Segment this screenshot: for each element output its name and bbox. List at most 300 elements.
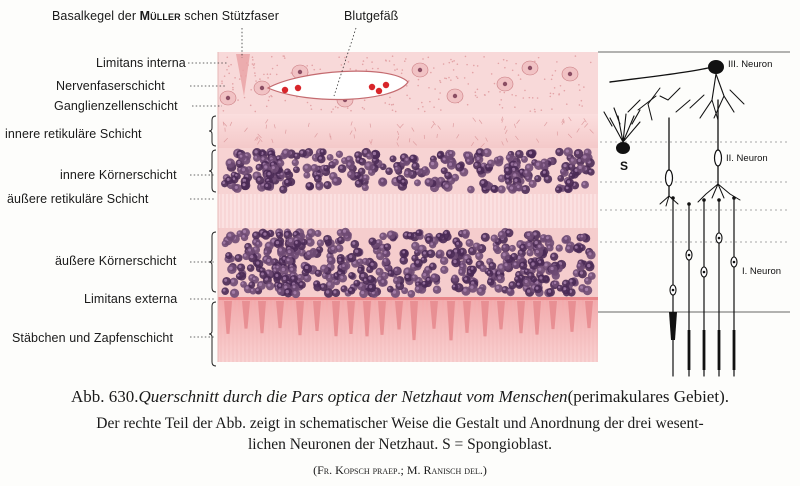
outer-nuclear-nucleus-highlight (499, 265, 502, 268)
inner-nuclear-nucleus-highlight (293, 160, 296, 163)
outer-nuclear-nucleus-highlight (316, 231, 318, 233)
outer-nuclear-nucleus-highlight (295, 241, 298, 244)
inner-nuclear-nucleus-highlight (467, 159, 470, 162)
fiber-dot (444, 77, 446, 79)
outer-nuclear-nucleus-highlight (546, 236, 549, 239)
fiber-dot (500, 99, 502, 101)
outer-nuclear-nucleus-highlight (548, 290, 551, 293)
outer-nuclear-nucleus-highlight (488, 259, 491, 262)
caption-number: Abb. 630. (71, 387, 139, 406)
outer-nuclear-nucleus-highlight (248, 249, 251, 252)
inner-nuclear-nucleus-highlight (517, 152, 520, 155)
outer-nuclear-nucleus-highlight (325, 237, 328, 240)
outer-nuclear-nucleus-highlight (557, 246, 560, 249)
fiber-dot (226, 69, 228, 71)
inner-nuclear-nucleus-highlight (257, 165, 260, 168)
fiber-dot (402, 69, 404, 71)
caption-qualifier: (perimakulares Gebiet). (567, 387, 729, 406)
outer-nuclear-nucleus-highlight (244, 254, 247, 257)
brace-inner-nuclear (209, 150, 216, 192)
outer-nuclear-nucleus-highlight (241, 282, 243, 284)
inner-nuclear-nucleus-highlight (285, 170, 287, 172)
outer-nuclear-nucleus-highlight (256, 261, 259, 264)
fiber-dot (253, 67, 255, 69)
fiber-dot (578, 84, 580, 86)
fiber-dot (350, 110, 352, 112)
inner-nuclear-nucleus-highlight (277, 156, 280, 159)
inner-nuclear-nucleus (327, 154, 334, 161)
outer-nuclear-nucleus (557, 285, 564, 292)
fiber-dot (406, 95, 408, 97)
inner-nuclear-nucleus-highlight (478, 150, 481, 153)
outer-nuclear-nucleus (479, 265, 486, 272)
outer-nuclear-nucleus-highlight (423, 252, 426, 255)
label-aeussere-retikulaere: äußere retikuläre Schicht (7, 192, 149, 206)
inner-nuclear-nucleus (332, 159, 339, 166)
fiber-dot (335, 106, 337, 108)
inner-nuclear-nucleus-highlight (364, 176, 367, 179)
fiber-dot (392, 109, 394, 111)
inner-nuclear-nucleus-highlight (466, 153, 469, 156)
outer-nuclear-nucleus-highlight (275, 274, 278, 277)
outer-nuclear-nucleus (294, 240, 302, 248)
outer-nuclear-nucleus-highlight (248, 266, 251, 269)
inner-nuclear-nucleus-highlight (499, 176, 502, 179)
fiber-dot (498, 63, 500, 65)
fiber-dot (443, 63, 445, 65)
neuron-process (660, 196, 678, 206)
outer-nuclear-nucleus (348, 272, 355, 279)
fiber-dot (538, 57, 540, 59)
outer-nuclear-nucleus-highlight (349, 288, 352, 291)
outer-nuclear-nucleus (401, 249, 408, 256)
fiber-dot (514, 106, 516, 108)
outer-nuclear-nucleus-highlight (253, 240, 256, 243)
fiber-dot (283, 55, 285, 57)
outer-nuclear-nucleus-highlight (499, 232, 502, 235)
outer-nuclear-nucleus-highlight (409, 292, 412, 295)
inner-nuclear-nucleus (238, 153, 246, 161)
fiber-dot (269, 96, 271, 98)
outer-nuclear-nucleus-highlight (496, 286, 499, 289)
outer-nuclear-nucleus-highlight (527, 233, 530, 236)
outer-nuclear-nucleus-highlight (518, 256, 521, 259)
outer-nuclear-nucleus-highlight (267, 243, 270, 246)
outer-nuclear-nucleus-highlight (261, 273, 264, 276)
fiber-dot (252, 63, 254, 65)
inner-nuclear-nucleus-highlight (305, 166, 308, 169)
first-neuron-terminal (687, 202, 691, 206)
outer-nuclear-nucleus-highlight (467, 260, 469, 262)
outer-nuclear-nucleus-highlight (471, 267, 474, 270)
fiber-dot (473, 65, 475, 67)
ganglion-nucleus (453, 94, 457, 98)
fiber-dot (396, 68, 398, 70)
outer-nuclear-nucleus-highlight (401, 258, 404, 261)
outer-nuclear-nucleus-highlight (580, 286, 583, 289)
inner-nuclear-nucleus-highlight (387, 169, 390, 172)
outer-nuclear-nucleus (463, 276, 471, 284)
outer-nuclear-nucleus-highlight (552, 254, 555, 257)
outer-nuclear-nucleus-highlight (527, 289, 530, 292)
outer-nuclear-nucleus-highlight (507, 230, 510, 233)
label-ganglienzellenschicht: Ganglienzellenschicht (54, 99, 178, 113)
fiber-dot (389, 60, 391, 62)
outer-nuclear-nucleus-highlight (550, 267, 553, 270)
outer-nuclear-nucleus-highlight (505, 263, 508, 266)
inner-nuclear-nucleus-highlight (438, 153, 440, 155)
inner-nuclear-nucleus-highlight (307, 184, 310, 187)
brace-photoreceptor (209, 302, 216, 366)
outer-nuclear-nucleus (546, 244, 553, 251)
ganglion-nucleus (568, 72, 572, 76)
third-neuron-axon (610, 68, 708, 82)
fiber-dot (284, 100, 286, 102)
inner-nuclear-nucleus-highlight (227, 178, 230, 181)
outer-nuclear-nucleus-highlight (231, 280, 234, 283)
inner-nuclear-nucleus-highlight (364, 150, 367, 153)
inner-nuclear-nucleus-highlight (254, 173, 257, 176)
inner-nuclear-nucleus-highlight (369, 170, 372, 173)
fiber-dot (475, 91, 477, 93)
outer-nuclear-nucleus-highlight (498, 276, 501, 279)
inner-nuclear-nucleus-highlight (295, 154, 298, 157)
label-basalkegel-pre: Basalkegel der (52, 9, 140, 23)
fiber-dot (581, 100, 583, 102)
ganglion-nucleus (226, 96, 230, 100)
inner-nuclear-nucleus-highlight (514, 163, 517, 166)
outer-nuclear-nucleus (313, 280, 320, 287)
fiber-dot (272, 68, 274, 70)
label-basalkegel-post: schen Stützfaser (184, 9, 279, 23)
fiber-dot (252, 59, 254, 61)
fiber-dot (221, 82, 223, 84)
inner-nuclear-nucleus-highlight (510, 186, 513, 189)
outer-nuclear-nucleus-highlight (228, 233, 231, 236)
fiber-dot (504, 92, 506, 94)
outer-nuclear-nucleus (429, 263, 437, 271)
outer-nuclear-nucleus-highlight (286, 290, 289, 293)
fiber-dot (389, 97, 391, 99)
outer-nuclear-nucleus-highlight (300, 282, 303, 285)
inner-nuclear-nucleus-highlight (355, 173, 357, 175)
inner-nuclear-nucleus (256, 164, 263, 171)
outer-nuclear-nucleus-highlight (316, 271, 319, 274)
fiber-dot (348, 61, 350, 63)
fiber-dot (254, 111, 256, 113)
outer-nuclear-nucleus-highlight (405, 269, 408, 272)
outer-nuclear-nucleus-highlight (282, 268, 285, 271)
outer-nuclear-nucleus (275, 264, 282, 271)
inner-nuclear-nucleus-highlight (222, 181, 225, 184)
cone-outer-segment (669, 312, 677, 340)
fiber-dot (579, 89, 581, 91)
outer-nuclear-nucleus-highlight (535, 241, 538, 244)
outer-nuclear-nucleus (556, 244, 563, 251)
inner-nuclear-nucleus-highlight (449, 151, 452, 154)
outer-nuclear-nucleus-highlight (276, 241, 279, 244)
outer-nuclear-nucleus-highlight (442, 258, 445, 261)
inner-nuclear-nucleus (390, 155, 397, 162)
outer-nuclear-nucleus (466, 258, 473, 265)
fiber-dot (476, 96, 478, 98)
outer-nuclear-nucleus-highlight (554, 282, 556, 284)
outer-nuclear-nucleus-highlight (564, 281, 567, 284)
fiber-dot (310, 105, 312, 107)
fiber-dot (448, 77, 450, 79)
fiber-dot (232, 83, 234, 85)
outer-nuclear-nucleus (235, 254, 243, 262)
inner-nuclear-nucleus-highlight (367, 154, 369, 156)
neuron-process (730, 90, 744, 104)
outer-nuclear-nucleus-highlight (474, 244, 477, 247)
fiber-dot (422, 106, 424, 108)
fiber-dot (506, 60, 508, 62)
fiber-dot (254, 75, 256, 77)
fiber-dot (467, 104, 469, 106)
outer-nuclear-nucleus-highlight (268, 284, 271, 287)
outer-nuclear-nucleus-highlight (385, 245, 388, 248)
outer-nuclear-nucleus-highlight (389, 271, 391, 273)
outer-nuclear-nucleus (415, 229, 422, 236)
fiber-dot (385, 60, 387, 62)
outer-nuclear-nucleus-highlight (587, 264, 590, 267)
neuron-process (714, 96, 724, 118)
erythrocyte (376, 88, 382, 94)
outer-nuclear-nucleus (537, 259, 545, 267)
label-limitans-externa: Limitans externa (84, 292, 178, 306)
outer-nuclear-nucleus-highlight (238, 231, 240, 233)
inner-nuclear-nucleus-highlight (489, 161, 492, 164)
outer-nuclear-nucleus-highlight (422, 258, 424, 260)
outer-nuclear-nucleus (393, 277, 401, 285)
fiber-dot (465, 56, 467, 58)
fiber-dot (556, 61, 558, 63)
outer-nuclear-nucleus-highlight (578, 264, 581, 267)
fiber-dot (553, 93, 555, 95)
inner-nuclear-nucleus-highlight (415, 181, 417, 183)
inner-nuclear-nucleus-highlight (286, 180, 289, 183)
outer-nuclear-nucleus-highlight (467, 241, 470, 244)
outer-nuclear-nucleus-highlight (363, 259, 366, 262)
outer-nuclear-nucleus-highlight (581, 235, 583, 237)
inner-nuclear-nucleus-highlight (381, 179, 384, 182)
caption-credit: (Fr. Kopsch praep.; M. Ranisch del.) (313, 463, 487, 477)
outer-nuclear-nucleus-highlight (349, 255, 352, 258)
outer-nuclear-nucleus-highlight (408, 233, 411, 236)
inner-nuclear-nucleus-highlight (391, 157, 393, 159)
outer-nuclear-nucleus-highlight (294, 232, 297, 235)
outer-nuclear-nucleus (536, 243, 544, 251)
outer-nuclear-nucleus-highlight (338, 258, 341, 261)
outer-nuclear-nucleus (240, 281, 247, 288)
outer-nuclear-nucleus (488, 262, 496, 270)
fiber-dot (433, 67, 435, 69)
inner-nuclear-nucleus-highlight (402, 180, 405, 183)
fiber-dot (558, 94, 560, 96)
fiber-dot (428, 87, 430, 89)
label-blutgefaess: Blutgefäß (344, 9, 399, 23)
outer-nuclear-nucleus-highlight (483, 235, 486, 238)
fiber-dot (499, 91, 501, 93)
inner-nuclear-nucleus (414, 179, 421, 186)
outer-nuclear-nucleus-highlight (223, 289, 226, 292)
inner-nuclear-nucleus-highlight (281, 187, 284, 190)
band-photoreceptor-streaks (218, 300, 598, 362)
outer-nuclear-nucleus-highlight (525, 270, 527, 272)
inner-nuclear-nucleus-highlight (530, 181, 533, 184)
caption-title-line (0, 387, 800, 407)
outer-nuclear-nucleus-highlight (339, 238, 342, 241)
fiber-dot (555, 70, 557, 72)
neuron-process (648, 88, 660, 120)
outer-nuclear-nucleus-highlight (329, 258, 332, 261)
inner-nuclear-nucleus (467, 186, 475, 194)
rod-outer-segment (718, 330, 721, 370)
outer-nuclear-nucleus-highlight (564, 237, 567, 240)
outer-nuclear-nucleus-highlight (278, 289, 281, 292)
outer-nuclear-nucleus-highlight (413, 256, 416, 259)
fiber-dot (477, 65, 479, 67)
outer-nuclear-nucleus-highlight (517, 272, 520, 275)
fiber-dot (252, 56, 254, 58)
inner-nuclear-nucleus-highlight (563, 164, 566, 167)
brace-inner-reticular (209, 116, 216, 146)
outer-nuclear-nucleus-highlight (426, 268, 429, 271)
outer-nuclear-nucleus-highlight (463, 289, 466, 292)
outer-nuclear-nucleus-highlight (254, 233, 257, 236)
inner-nuclear-nucleus-highlight (449, 163, 452, 166)
outer-nuclear-nucleus (317, 239, 324, 246)
label-aeussere-koernerschicht: äußere Körnerschicht (55, 254, 177, 268)
outer-nuclear-nucleus-highlight (277, 233, 279, 235)
fiber-dot (583, 86, 585, 88)
outer-nuclear-nucleus-highlight (416, 287, 419, 290)
inner-nuclear-nucleus-highlight (359, 169, 362, 172)
fiber-dot (446, 78, 448, 80)
inner-nuclear-nucleus-highlight (242, 168, 245, 171)
inner-nuclear-nucleus-highlight (578, 159, 581, 162)
outer-nuclear-nucleus-highlight (580, 271, 583, 274)
fiber-dot (439, 92, 441, 94)
fiber-dot (564, 90, 566, 92)
neuron-process (638, 96, 656, 110)
inner-nuclear-nucleus-highlight (360, 159, 363, 162)
inner-nuclear-nucleus-highlight (557, 150, 560, 153)
outer-nuclear-nucleus (348, 287, 356, 295)
inner-nuclear-nucleus-highlight (589, 170, 592, 173)
label-innere-retikulaere: innere retikuläre Schicht (5, 127, 142, 141)
ganglion-nucleus (260, 86, 264, 90)
inner-nuclear-nucleus-highlight (363, 185, 365, 187)
outer-nuclear-nucleus-highlight (481, 266, 484, 269)
inner-nuclear-nucleus-highlight (267, 172, 270, 175)
fiber-dot (320, 109, 322, 111)
fiber-dot (472, 72, 474, 74)
outer-nuclear-nucleus-highlight (250, 255, 253, 258)
label-spongioblast: S (620, 159, 629, 173)
outer-nuclear-nucleus-highlight (575, 246, 578, 249)
outer-nuclear-nucleus-highlight (236, 256, 239, 259)
outer-nuclear-nucleus-highlight (527, 243, 530, 246)
outer-nuclear-nucleus-highlight (430, 243, 433, 246)
inner-nuclear-nucleus-highlight (398, 177, 401, 180)
inner-nuclear-nucleus-highlight (325, 183, 328, 186)
inner-nuclear-nucleus-highlight (405, 171, 408, 174)
caption-title: Querschnitt durch die Pars optica der Netzhaut vom Menschen (138, 387, 568, 406)
outer-nuclear-nucleus-highlight (510, 246, 512, 248)
inner-nuclear-nucleus (516, 184, 524, 192)
fiber-dot (541, 109, 543, 111)
fiber-dot (534, 109, 536, 111)
inner-nuclear-nucleus-highlight (242, 183, 245, 186)
outer-nuclear-nucleus-highlight (377, 269, 380, 272)
fiber-dot (254, 72, 256, 74)
erythrocyte (369, 84, 375, 90)
outer-nuclear-nucleus (375, 239, 382, 246)
fiber-dot (372, 68, 374, 70)
fiber-dot (440, 81, 442, 83)
outer-nuclear-nucleus-highlight (291, 277, 294, 280)
outer-nuclear-nucleus-highlight (349, 273, 351, 275)
outer-nuclear-nucleus (225, 252, 232, 259)
fiber-dot (366, 57, 368, 59)
inner-nuclear-nucleus (506, 154, 513, 161)
outer-nuclear-nucleus-highlight (541, 235, 544, 238)
outer-nuclear-nucleus-highlight (470, 286, 473, 289)
inner-nuclear-nucleus-highlight (498, 157, 500, 159)
fiber-dot (409, 98, 411, 100)
outer-nuclear-nucleus-highlight (470, 248, 473, 251)
outer-nuclear-nucleus-highlight (428, 251, 431, 254)
fiber-dot (520, 78, 522, 80)
fiber-dot (453, 69, 455, 71)
outer-nuclear-nucleus-highlight (381, 280, 384, 283)
outer-nuclear-nucleus-highlight (463, 231, 466, 234)
fiber-dot (440, 109, 442, 111)
outer-nuclear-nucleus-highlight (438, 251, 441, 254)
tissue-layers (218, 52, 598, 362)
neuron-process (676, 100, 690, 112)
inner-nuclear-nucleus (560, 168, 567, 175)
inner-nuclear-nucleus-highlight (536, 163, 539, 166)
outer-nuclear-nucleus-highlight (515, 277, 517, 279)
label-innere-koernerschicht: innere Körnerschicht (60, 168, 177, 182)
fiber-dot (347, 107, 349, 109)
inner-nuclear-nucleus (394, 166, 401, 173)
outer-nuclear-nucleus-highlight (503, 287, 506, 290)
outer-nuclear-nucleus (443, 230, 450, 237)
outer-nuclear-nucleus-highlight (250, 283, 252, 285)
inner-nuclear-nucleus-highlight (284, 151, 287, 154)
inner-nuclear-nucleus-highlight (443, 158, 446, 161)
outer-nuclear-nucleus-highlight (251, 289, 253, 291)
fiber-dot (363, 108, 365, 110)
outer-nuclear-nucleus-highlight (359, 268, 362, 271)
fiber-dot (223, 110, 225, 112)
fiber-dot (313, 69, 315, 71)
fiber-dot (405, 58, 407, 60)
outer-nuclear-nucleus-highlight (427, 278, 430, 281)
outer-nuclear-nucleus-highlight (246, 286, 249, 289)
outer-nuclear-nucleus-highlight (257, 242, 260, 245)
inner-nuclear-nucleus-highlight (499, 187, 502, 190)
inner-nuclear-nucleus-highlight (300, 151, 303, 154)
fiber-dot (228, 65, 230, 67)
inner-nuclear-nucleus-highlight (583, 182, 586, 185)
inner-nuclear-nucleus-highlight (328, 155, 330, 157)
inner-nuclear-nucleus (362, 174, 369, 181)
